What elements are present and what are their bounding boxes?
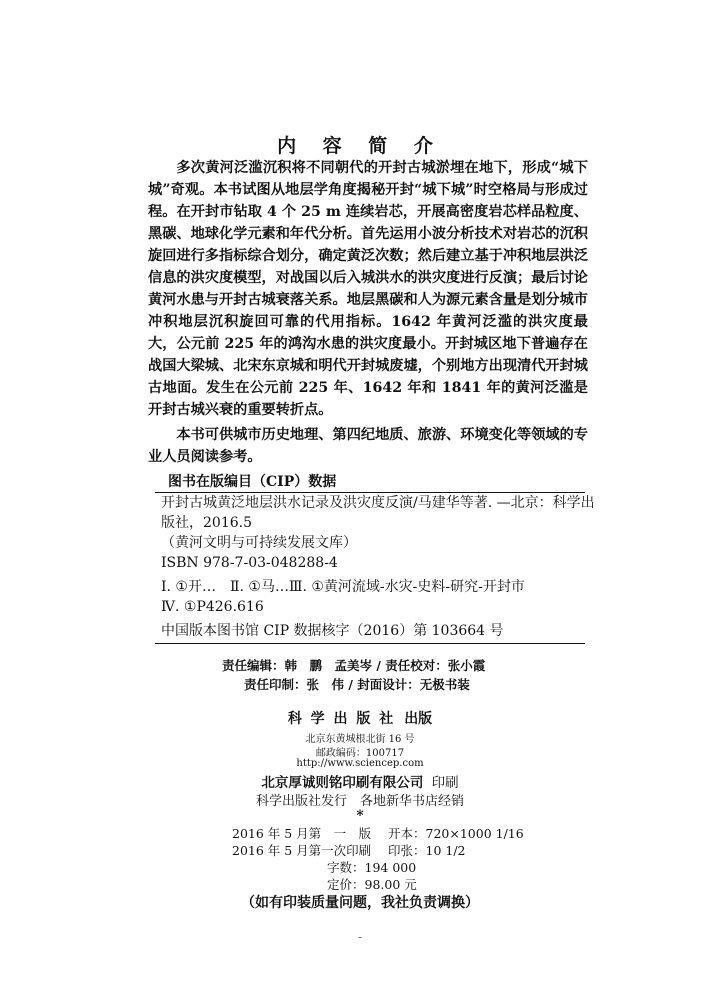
publisher-website: http://www.sciencep.com <box>296 758 424 769</box>
edition-first: 2016 年 5 月第 一 版 <box>232 826 372 841</box>
publisher-role: 出版 <box>404 711 433 727</box>
cip-box <box>155 492 595 644</box>
cip-title-line: 开封古城黄泛地层洪水记录及洪灾度反演/马建华等著. —北京：科学出 <box>161 495 595 511</box>
cip-heading: 图书在版编目（CIP）数据 <box>168 474 337 490</box>
summary-section <box>148 157 588 468</box>
printer-line <box>0 771 720 791</box>
summary-paragraph-1: 多次黄河泛滥沉积将不同朝代的开封古城淤埋在地下，形成“城下城”奇观。本书试图从地层学角度揭秘开封“城下城”时空格局与形成过程。在开封市钻取 4 个 25 m 连续岩芯，开展高密度岩芯样品粒度、黑碳、地球化学元素和年代分析。首先运用小波分析技术对岩芯的沉积旋回进行多指标综合划分，确定黄泛次数；然后建立基于冲积地层洪泛信息的洪灾度模型，对战国以后入城洪水的洪灾度进行反演；最后讨论黄河水患与开封古城衰落关系。地层黑碳和人为源元素含量是划分城市冲积地层沉积旋回可靠的代用指标。1642 年黄河泛滥的洪灾度最大，公元前 225 年的鸿沟水患的洪灾度最小。开封城区地下普遍存在战国大梁城、北宋东京城和明代开封城废墟，个别地方出现清代开封城古地面。发生在公元前 225 年、1642 年和 1841 年的黄河泛滥是开封古城兴衰的重要转折点。 <box>148 160 588 418</box>
printer-name: 北京厚诚则铭印刷有限公司 <box>261 775 424 791</box>
printer-role: 印刷 <box>431 775 459 791</box>
print-sheets: 印张：10 1/2 <box>388 843 466 858</box>
book-format: 开本：720×1000 1/16 <box>388 826 524 841</box>
separator-star: * <box>356 808 364 824</box>
cip-series-line: （黄河文明与可持续发展文库） <box>161 535 357 551</box>
page-title: 内 容 简 介 <box>277 135 443 157</box>
cip-isbn-line: ISBN 978-7-03-048288-4 <box>161 555 338 571</box>
production-credits: 责任印制：张 伟 / 封面设计：无极书装 <box>244 677 470 692</box>
publisher-name: 科 学 出 版 社 <box>287 711 396 727</box>
book-price: 定价：98.00 元 <box>327 877 417 892</box>
publisher-line <box>0 708 720 728</box>
cip-classification-line-2: Ⅳ. ①P426.616 <box>161 599 264 615</box>
word-count: 字数：194 000 <box>327 860 417 875</box>
print-first: 2016 年 5 月第一次印刷 <box>232 843 372 858</box>
publisher-postcode: 邮政编码：100717 <box>315 748 405 759</box>
footer-mark: - <box>357 930 363 944</box>
cip-publisher-line: 版社，2016.5 <box>161 515 252 531</box>
cip-record-number: 中国版本图书馆 CIP 数据核字（2016）第 103664 号 <box>161 623 504 639</box>
distribution-line: 科学出版社发行 各地新华书店经销 <box>255 794 464 809</box>
quality-notice: （如有印装质量问题，我社负责调换） <box>241 895 479 911</box>
editor-credits: 责任编辑：韩 鹏 孟美岑 / 责任校对：张小霞 <box>222 658 486 673</box>
cip-classification-line: Ⅰ. ①开… Ⅱ. ①马…Ⅲ. ①黄河流域-水灾-史料-研究-开封市 <box>161 579 525 595</box>
summary-paragraph-2: 本书可供城市历史地理、第四纪地质、旅游、环境变化等领域的专业人员阅读参考。 <box>148 427 588 465</box>
publisher-address: 北京东黄城根北街 16 号 <box>305 734 415 745</box>
